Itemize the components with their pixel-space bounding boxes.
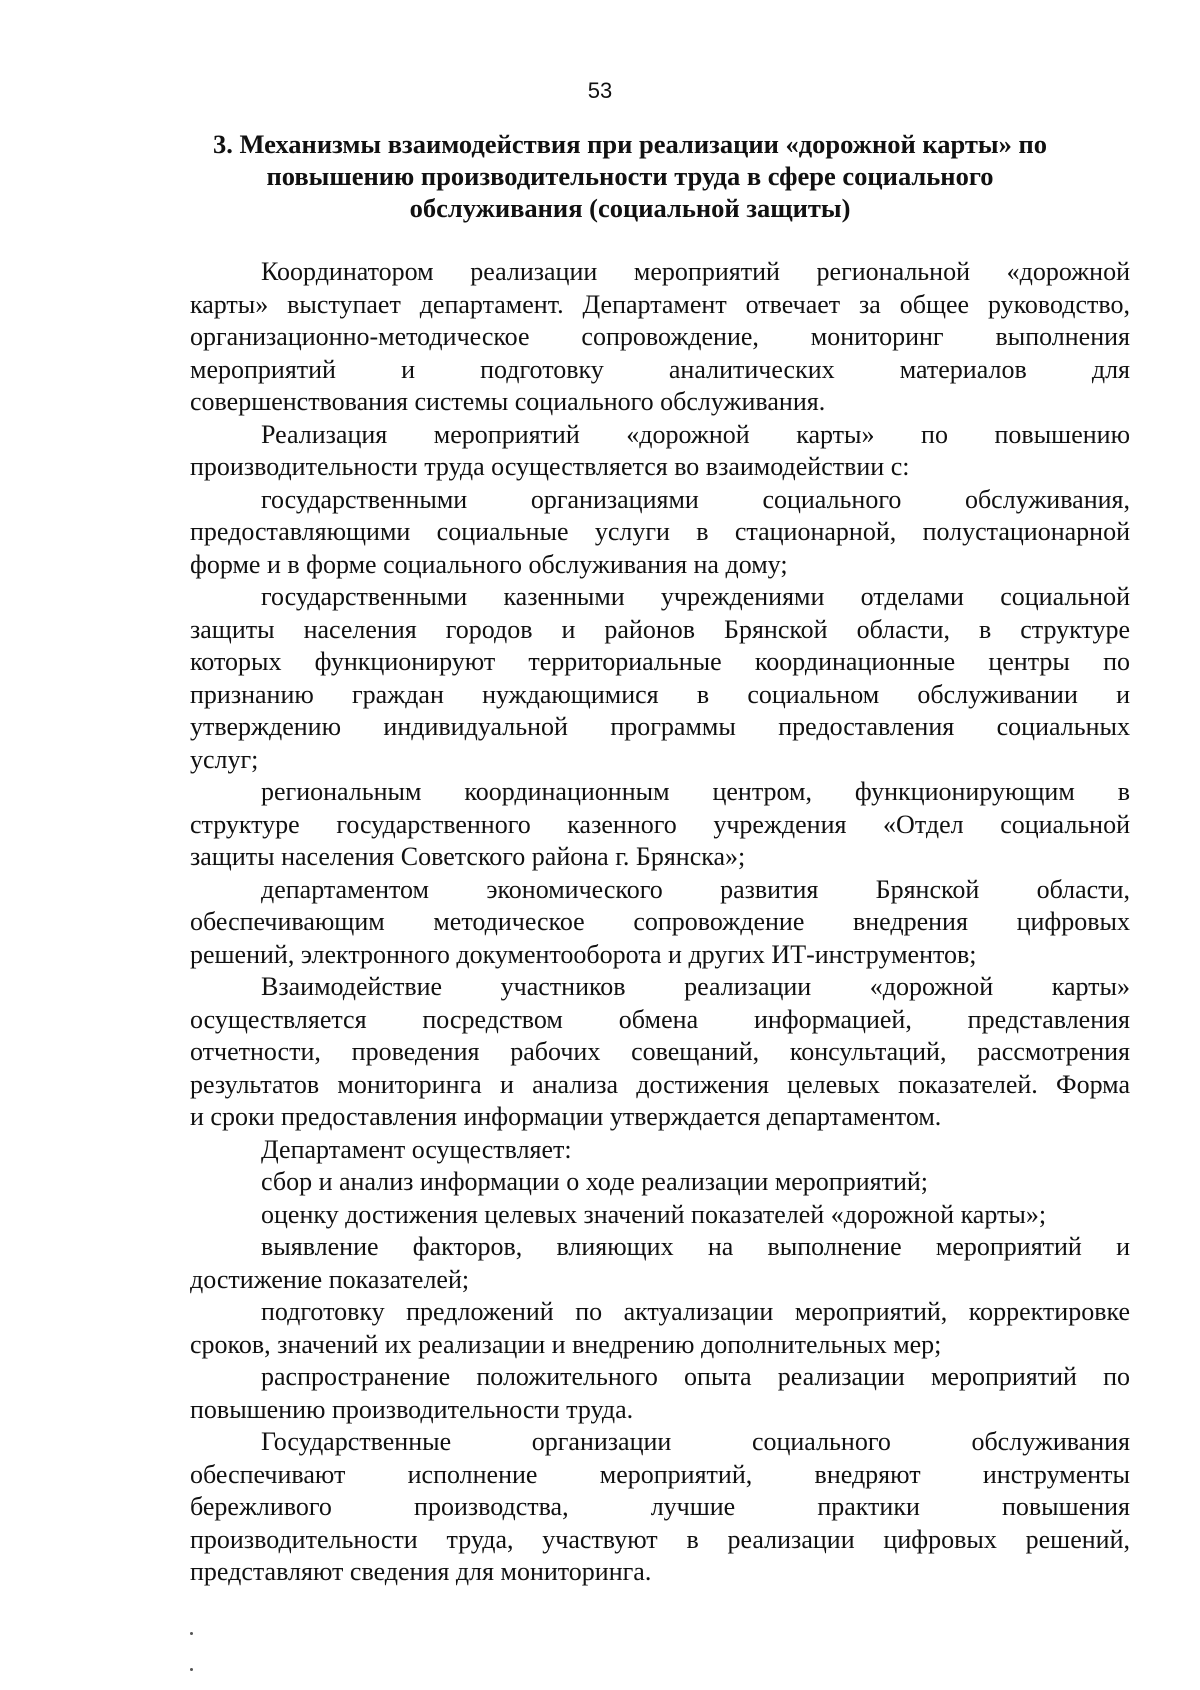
text-line: сроков, значений их реализации и внедрению дополнительных мер; [190,1329,942,1359]
text-line: департаментом экономического развития Брянской области, [261,874,1130,904]
text-line: карты» выступает департамент. Департамент отвечает за общее руководство, [190,289,1130,319]
text-line: бережливого производства, лучшие практики повышения [190,1492,1130,1521]
text-line: и сроки предоставления информации утверждается департаментом. [190,1102,942,1131]
text-line: защиты населения городов и районов Брянской области, в структуре [190,614,1130,644]
text-line: структуре государственного казенного учреждения «Отдел социальной [190,809,1130,839]
text-line: которых функционируют территориальные координационные центры по [190,647,1130,676]
text-line: решений, электронного документооборота и других ИТ-инструментов; [190,939,977,969]
text-line: мероприятий и подготовку аналитических материалов для [190,354,1130,384]
text-line: Взаимодействие участников реализации «дорожной карты» [261,972,1130,1001]
text-line: утверждению индивидуальной программы предоставления социальных [190,712,1130,741]
heading-line: 3. Механизмы взаимодействия при реализации «дорожной карты» по [213,129,1047,159]
text-line: услуг; [190,744,259,774]
scan-speck [190,1632,193,1635]
body-text [190,256,1130,1589]
text-line: распространение положительного опыта реализации мероприятий по [261,1362,1130,1391]
text-line: обеспечивают исполнение мероприятий, внедряют инструменты [190,1459,1130,1489]
text-line: Координатором реализации мероприятий региональной «дорожной [261,257,1130,286]
text-line: выявление факторов, влияющих на выполнение мероприятий и [261,1232,1130,1261]
text-line: отчетности, проведения рабочих совещаний, консультаций, рассмотрения [190,1037,1130,1066]
text-line: региональным координационным центром, функционирующим в [261,777,1130,806]
text-line: государственными организациями социального обслуживания, [261,484,1130,514]
text-line: повышению производительности труда. [190,1394,634,1424]
text-line: организационно-методическое сопровождение, мониторинг выполнения [190,322,1130,351]
page-number: 53 [587,78,613,103]
heading-line: обслуживания (социальной защиты) [409,193,851,223]
text-line: производительности труда осуществляется во взаимодействии с: [190,452,910,481]
text-line: достижение показателей; [190,1264,470,1294]
text-line: представляют сведения для мониторинга. [190,1557,652,1586]
text-line: совершенствования системы социального обслуживания. [190,387,826,416]
text-line: производительности труда, участвуют в реализации цифровых решений, [190,1524,1130,1554]
section-heading [190,128,1070,224]
text-line: Департамент осуществляет: [261,1134,572,1164]
text-line: оценку достижения целевых значений показателей «дорожной карты»; [261,1199,1047,1229]
text-line: защиты населения Советского района г. Брянска»; [190,842,746,871]
text-line: признанию граждан нуждающимися в социальном обслуживании и [190,679,1130,709]
text-line: подготовку предложений по актуализации мероприятий, корректировке [261,1297,1130,1326]
text-line: Реализация мероприятий «дорожной карты» по повышению [261,419,1130,449]
text-line: результатов мониторинга и анализа достижения целевых показателей. Форма [190,1069,1130,1099]
text-line: обеспечивающим методическое сопровождение внедрения цифровых [190,907,1130,936]
text-line: государственными казенными учреждениями отделами социальной [261,582,1130,611]
text-line: сбор и анализ информации о ходе реализации мероприятий; [261,1167,929,1196]
scan-speck [190,1668,193,1671]
text-line: форме и в форме социального обслуживания на дому; [190,549,788,579]
text-line: предоставляющими социальные услуги в стационарной, полустационарной [190,517,1130,546]
heading-line: повышению производительности труда в сфере социального [266,161,994,191]
text-line: осуществляется посредством обмена информацией, представления [190,1004,1130,1034]
text-line: Государственные организации социального обслуживания [261,1427,1130,1456]
